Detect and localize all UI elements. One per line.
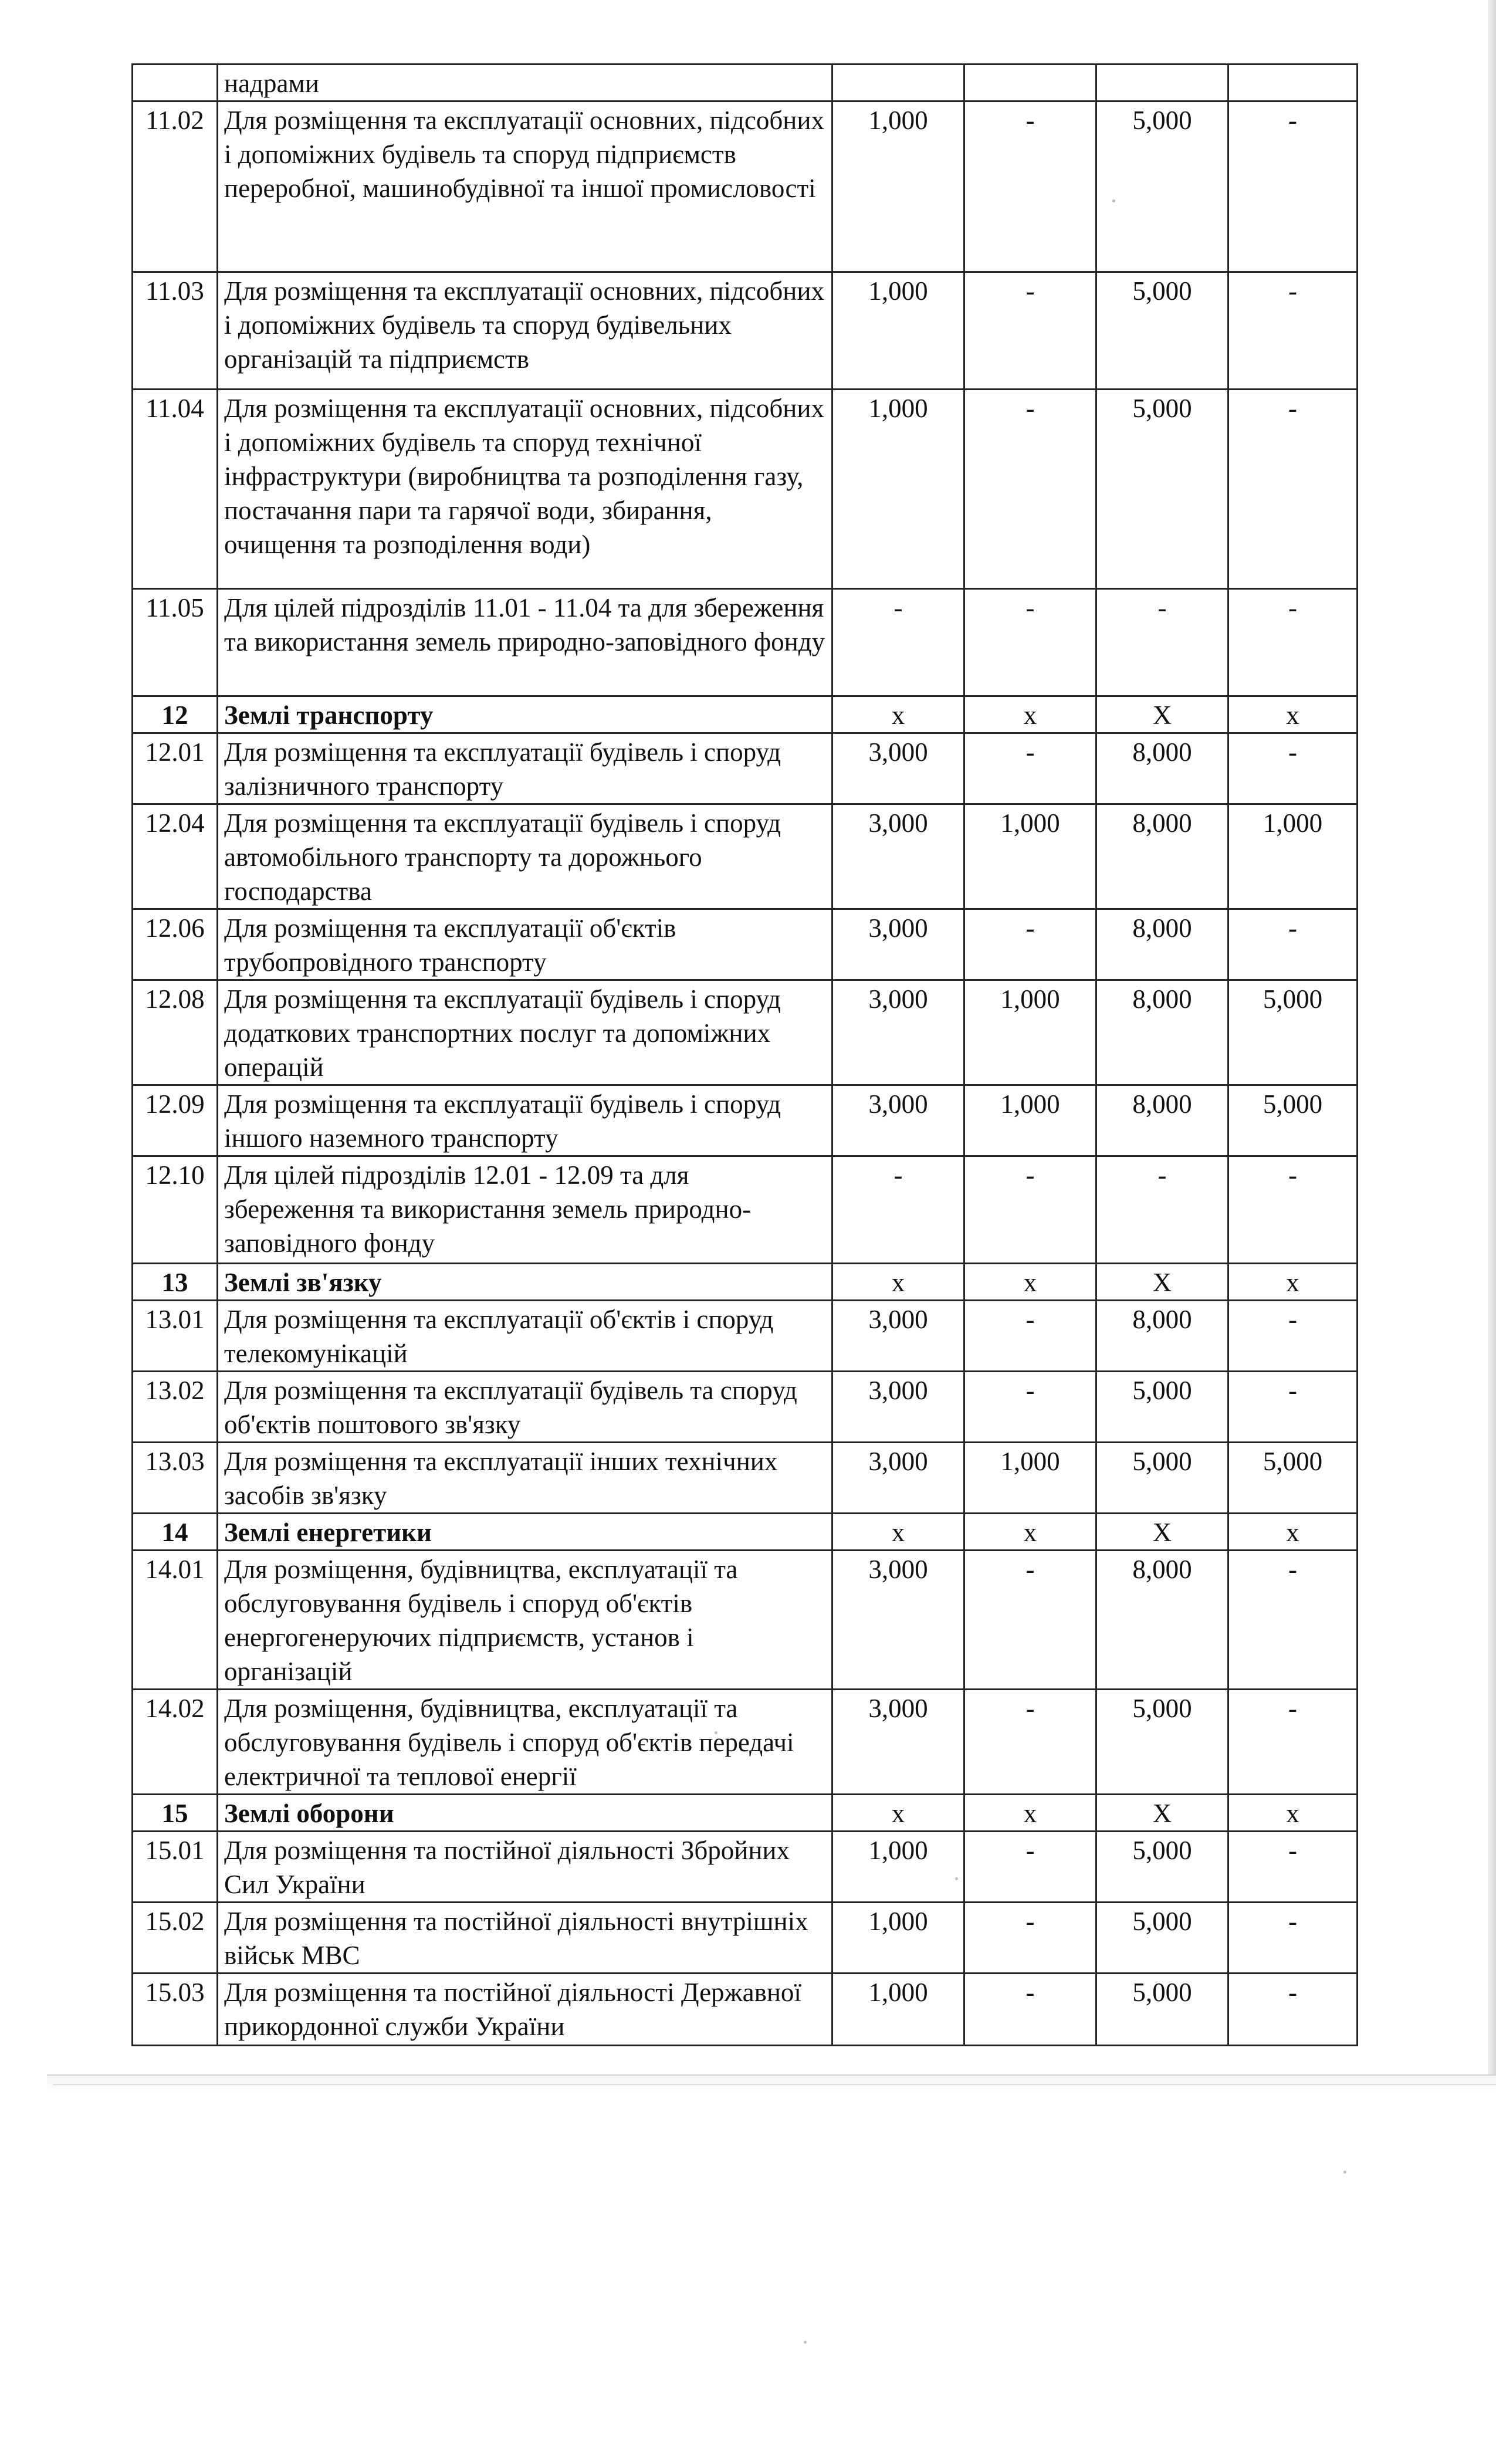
code-cell: 13.01 [133,1301,218,1372]
scan-speck [1343,2171,1346,2174]
value-cell-4: - [1228,1156,1358,1264]
description-cell: Для цілей підрозділів 12.01 - 12.09 та для збереження та використання земель природно-заповідного фонду [218,1156,832,1264]
value-cell-1: 1,000 [832,272,964,390]
value-cell-4: 5,000 [1228,1443,1358,1514]
table-row-11-03 [133,272,1358,390]
value-cell-2: - [964,390,1096,589]
value-cell-2: 1,000 [964,980,1096,1085]
value-cell-1: 3,000 [832,1443,964,1514]
value-cell-1: 3,000 [832,909,964,980]
value-cell-2: - [964,1551,1096,1690]
value-cell-2: - [964,589,1096,696]
table-row-14-01 [133,1551,1358,1690]
value-cell-4: - [1228,1301,1358,1372]
description-cell: Для розміщення, будівництва, експлуатації та обслуговування будівель і споруд об'єктів енергогенеруючих підприємств, установ і організацій [218,1551,832,1690]
value-cell-4: 1,000 [1228,804,1358,909]
code-cell: 11.03 [133,272,218,390]
value-cell-3: 5,000 [1096,272,1228,390]
code-cell: 12.08 [133,980,218,1085]
table-row-15-02 [133,1903,1358,1974]
value-cell-3: - [1096,589,1228,696]
value-cell-4: - [1228,1832,1358,1903]
section-row-14 [133,1514,1358,1551]
description-cell: Для розміщення та експлуатації будівель і споруд залізничного транспорту [218,733,832,804]
value-cell-4: - [1228,909,1358,980]
value-cell-3: 5,000 [1096,1690,1228,1795]
value-cell-4: х [1228,696,1358,733]
code-cell: 13.03 [133,1443,218,1514]
value-cell-2: х [964,696,1096,733]
value-cell-4: 5,000 [1228,1085,1358,1156]
table-row-14-02 [133,1690,1358,1795]
value-cell-2: - [964,1832,1096,1903]
code-cell: 15.03 [133,1974,218,2046]
value-cell-3: 5,000 [1096,1443,1228,1514]
code-cell: 14.01 [133,1551,218,1690]
value-cell-3: 5,000 [1096,101,1228,272]
code-cell [133,65,218,101]
value-cell-4: - [1228,272,1358,390]
value-cell-2: - [964,1372,1096,1443]
code-cell: 13.02 [133,1372,218,1443]
value-cell-1: 3,000 [832,1372,964,1443]
description-cell: надрами [218,65,832,101]
table-row-13-03 [133,1443,1358,1514]
table-row-15-01 [133,1832,1358,1903]
value-cell-1: х [832,1795,964,1832]
value-cell-4: - [1228,1974,1358,2046]
description-cell: Для розміщення та експлуатації будівель і споруд іншого наземного транспорту [218,1085,832,1156]
value-cell-1: 3,000 [832,980,964,1085]
value-cell-4: - [1228,733,1358,804]
value-cell-3: 8,000 [1096,1301,1228,1372]
value-cell-1: 3,000 [832,804,964,909]
description-cell: Для розміщення та постійної діяльності внутрішніх військ МВС [218,1903,832,1974]
page-edge [1488,0,1496,2089]
table-row-11-02 [133,101,1358,272]
value-cell-2: х [964,1795,1096,1832]
value-cell-4: 5,000 [1228,980,1358,1085]
value-cell-2: - [964,909,1096,980]
table-row-13-01 [133,1301,1358,1372]
value-cell-1: - [832,1156,964,1264]
value-cell-1: 3,000 [832,1690,964,1795]
description-cell: Для розміщення та експлуатації основних, підсобних і допоміжних будівель та споруд будівельних організацій та підприємств [218,272,832,390]
value-cell-4: - [1228,1690,1358,1795]
value-cell-1 [832,65,964,101]
value-cell-2: 1,000 [964,804,1096,909]
value-cell-2: х [964,1514,1096,1551]
table-row-13-02 [133,1372,1358,1443]
code-cell: 15.01 [133,1832,218,1903]
section-row-13 [133,1264,1358,1301]
description-cell: Для розміщення та експлуатації будівель та споруд об'єктів поштового зв'язку [218,1372,832,1443]
code-cell: 11.02 [133,101,218,272]
value-cell-4: х [1228,1264,1358,1301]
table-row-12-08 [133,980,1358,1085]
value-cell-1: 1,000 [832,1903,964,1974]
section-code: 12 [133,696,218,733]
value-cell-2: 1,000 [964,1085,1096,1156]
value-cell-3 [1096,65,1228,101]
table-row-12-04 [133,804,1358,909]
code-cell: 14.02 [133,1690,218,1795]
value-cell-2: - [964,1974,1096,2046]
code-cell: 12.04 [133,804,218,909]
land-rates-table [131,63,1358,2046]
value-cell-2: - [964,1903,1096,1974]
section-title: Землі оборони [218,1795,832,1832]
description-cell: Для розміщення та експлуатації будівель і споруд додаткових транспортних послуг та допоміжних операцій [218,980,832,1085]
value-cell-3: 5,000 [1096,1974,1228,2046]
section-title: Землі транспорту [218,696,832,733]
value-cell-3: Х [1096,1264,1228,1301]
section-code: 14 [133,1514,218,1551]
section-row-15 [133,1795,1358,1832]
table-row-12-10 [133,1156,1358,1264]
value-cell-2: - [964,733,1096,804]
value-cell-3: 8,000 [1096,804,1228,909]
description-cell: Для розміщення та постійної діяльності Збройних Сил України [218,1832,832,1903]
value-cell-3: - [1096,1156,1228,1264]
value-cell-3: 8,000 [1096,1085,1228,1156]
description-cell: Для цілей підрозділів 11.01 - 11.04 та для збереження та використання земель природно-заповідного фонду [218,589,832,696]
description-cell: Для розміщення, будівництва, експлуатації та обслуговування будівель і споруд об'єктів передачі електричної та теплової енергії [218,1690,832,1795]
description-cell: Для розміщення та експлуатації основних, підсобних і допоміжних будівель та споруд технічної інфраструктури (виробництва та розподілення газу, постачання пари та гарячої води, збирання, очищення та розподілення води) [218,390,832,589]
value-cell-2: - [964,1156,1096,1264]
value-cell-4: - [1228,589,1358,696]
value-cell-2: - [964,101,1096,272]
section-row-12 [133,696,1358,733]
value-cell-3: 5,000 [1096,1903,1228,1974]
description-cell: Для розміщення та експлуатації об'єктів трубопровідного транспорту [218,909,832,980]
value-cell-1: 3,000 [832,1551,964,1690]
value-cell-1: 3,000 [832,1301,964,1372]
value-cell-1: 1,000 [832,1974,964,2046]
value-cell-3: 5,000 [1096,390,1228,589]
value-cell-4: х [1228,1795,1358,1832]
value-cell-2: - [964,272,1096,390]
table-body [133,65,1358,2046]
value-cell-2: - [964,1690,1096,1795]
table-row-15-03 [133,1974,1358,2046]
description-cell: Для розміщення та експлуатації інших технічних засобів зв'язку [218,1443,832,1514]
description-cell: Для розміщення та експлуатації об'єктів і споруд телекомунікацій [218,1301,832,1372]
code-cell: 12.10 [133,1156,218,1264]
value-cell-4: х [1228,1514,1358,1551]
value-cell-3: Х [1096,696,1228,733]
value-cell-1: 1,000 [832,390,964,589]
section-code: 15 [133,1795,218,1832]
code-cell: 11.04 [133,390,218,589]
section-title: Землі зв'язку [218,1264,832,1301]
section-code: 13 [133,1264,218,1301]
value-cell-1: х [832,1264,964,1301]
value-cell-1: 1,000 [832,1832,964,1903]
value-cell-3: Х [1096,1514,1228,1551]
description-cell: Для розміщення та експлуатації основних, підсобних і допоміжних будівель та споруд підприємств переробної, машинобудівної та іншої промисловості [218,101,832,272]
value-cell-4: - [1228,390,1358,589]
code-cell: 12.01 [133,733,218,804]
code-cell: 12.06 [133,909,218,980]
table-row-12-01 [133,733,1358,804]
code-cell: 12.09 [133,1085,218,1156]
value-cell-1: 3,000 [832,733,964,804]
page-bottom-edge [47,2074,1496,2093]
code-cell: 15.02 [133,1903,218,1974]
value-cell-3: 8,000 [1096,733,1228,804]
section-title: Землі енергетики [218,1514,832,1551]
value-cell-2: 1,000 [964,1443,1096,1514]
value-cell-1: 3,000 [832,1085,964,1156]
table-row-11-05 [133,589,1358,696]
value-cell-4: - [1228,101,1358,272]
value-cell-3: 8,000 [1096,909,1228,980]
table-row-12-09 [133,1085,1358,1156]
code-cell: 11.05 [133,589,218,696]
value-cell-4: - [1228,1551,1358,1690]
value-cell-2: - [964,1301,1096,1372]
value-cell-1: х [832,1514,964,1551]
value-cell-4: - [1228,1372,1358,1443]
value-cell-3: Х [1096,1795,1228,1832]
value-cell-3: 5,000 [1096,1372,1228,1443]
value-cell-3: 5,000 [1096,1832,1228,1903]
value-cell-3: 8,000 [1096,1551,1228,1690]
table-row-11-04 [133,390,1358,589]
value-cell-4 [1228,65,1358,101]
value-cell-2: х [964,1264,1096,1301]
description-cell: Для розміщення та експлуатації будівель і споруд автомобільного транспорту та дорожнього господарства [218,804,832,909]
value-cell-3: 8,000 [1096,980,1228,1085]
value-cell-1: 1,000 [832,101,964,272]
table-row-12-06 [133,909,1358,980]
value-cell-4: - [1228,1903,1358,1974]
value-cell-1: - [832,589,964,696]
value-cell-1: х [832,696,964,733]
scan-speck [804,2341,807,2344]
description-cell: Для розміщення та постійної діяльності Державної прикордонної служби України [218,1974,832,2046]
value-cell-2 [964,65,1096,101]
row-cont [133,65,1358,101]
